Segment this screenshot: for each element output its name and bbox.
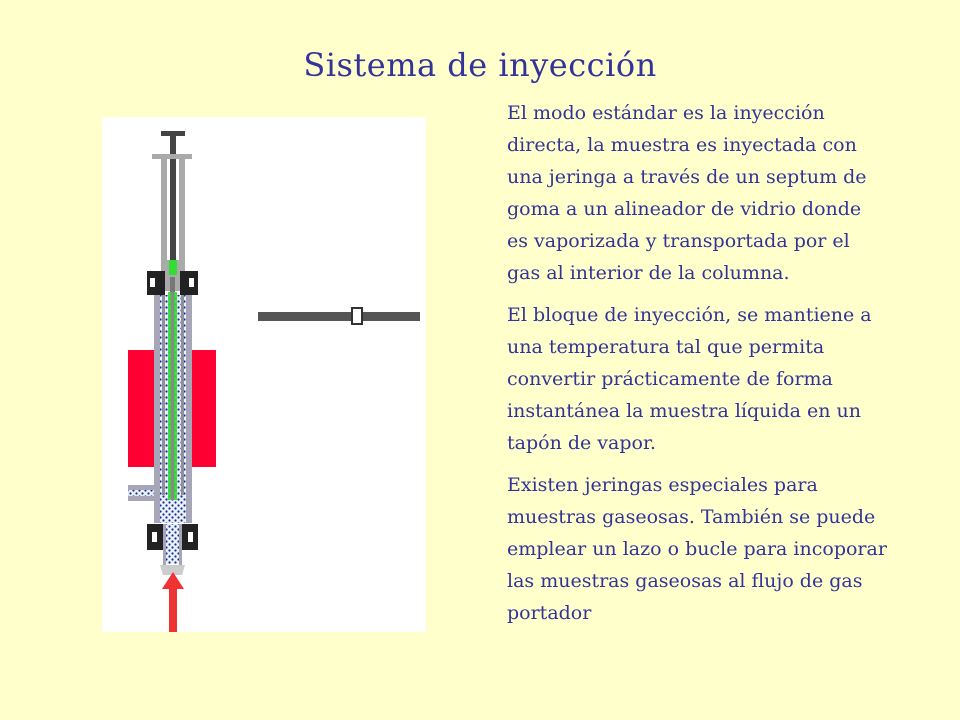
- liner-tube-icon: [154, 277, 192, 523]
- syringe-icon: [152, 131, 192, 287]
- paragraph-injection-block: El bloque de inyección, se mantiene a una temperatura tal que permita convertir prácticamente de forma instantánea la muestra líquida en un tapón de vapor.: [507, 304, 872, 454]
- column-nut-icon: [147, 524, 198, 575]
- description-text: [507, 97, 887, 639]
- carrier-gas-arrow-icon: [162, 572, 184, 632]
- slide-title: Sistema de inyección: [303, 46, 657, 84]
- injection-system-diagram: [102, 117, 426, 632]
- split-vent-icon: [128, 485, 154, 501]
- paragraph-gas-samples: Existen jeringas especiales para muestras gaseosas. También se puede emplear un lazo o bucle para incoporar las muestras gaseosas al flujo de gas portador: [507, 474, 887, 624]
- valve-icon: [258, 308, 420, 324]
- paragraph-direct-injection: El modo estándar es la inyección directa, la muestra es inyectada con una jeringa a través de un septum de goma a un alineador de vidrio donde es vaporizada y transportada por el gas al interior de la columna.: [507, 102, 867, 284]
